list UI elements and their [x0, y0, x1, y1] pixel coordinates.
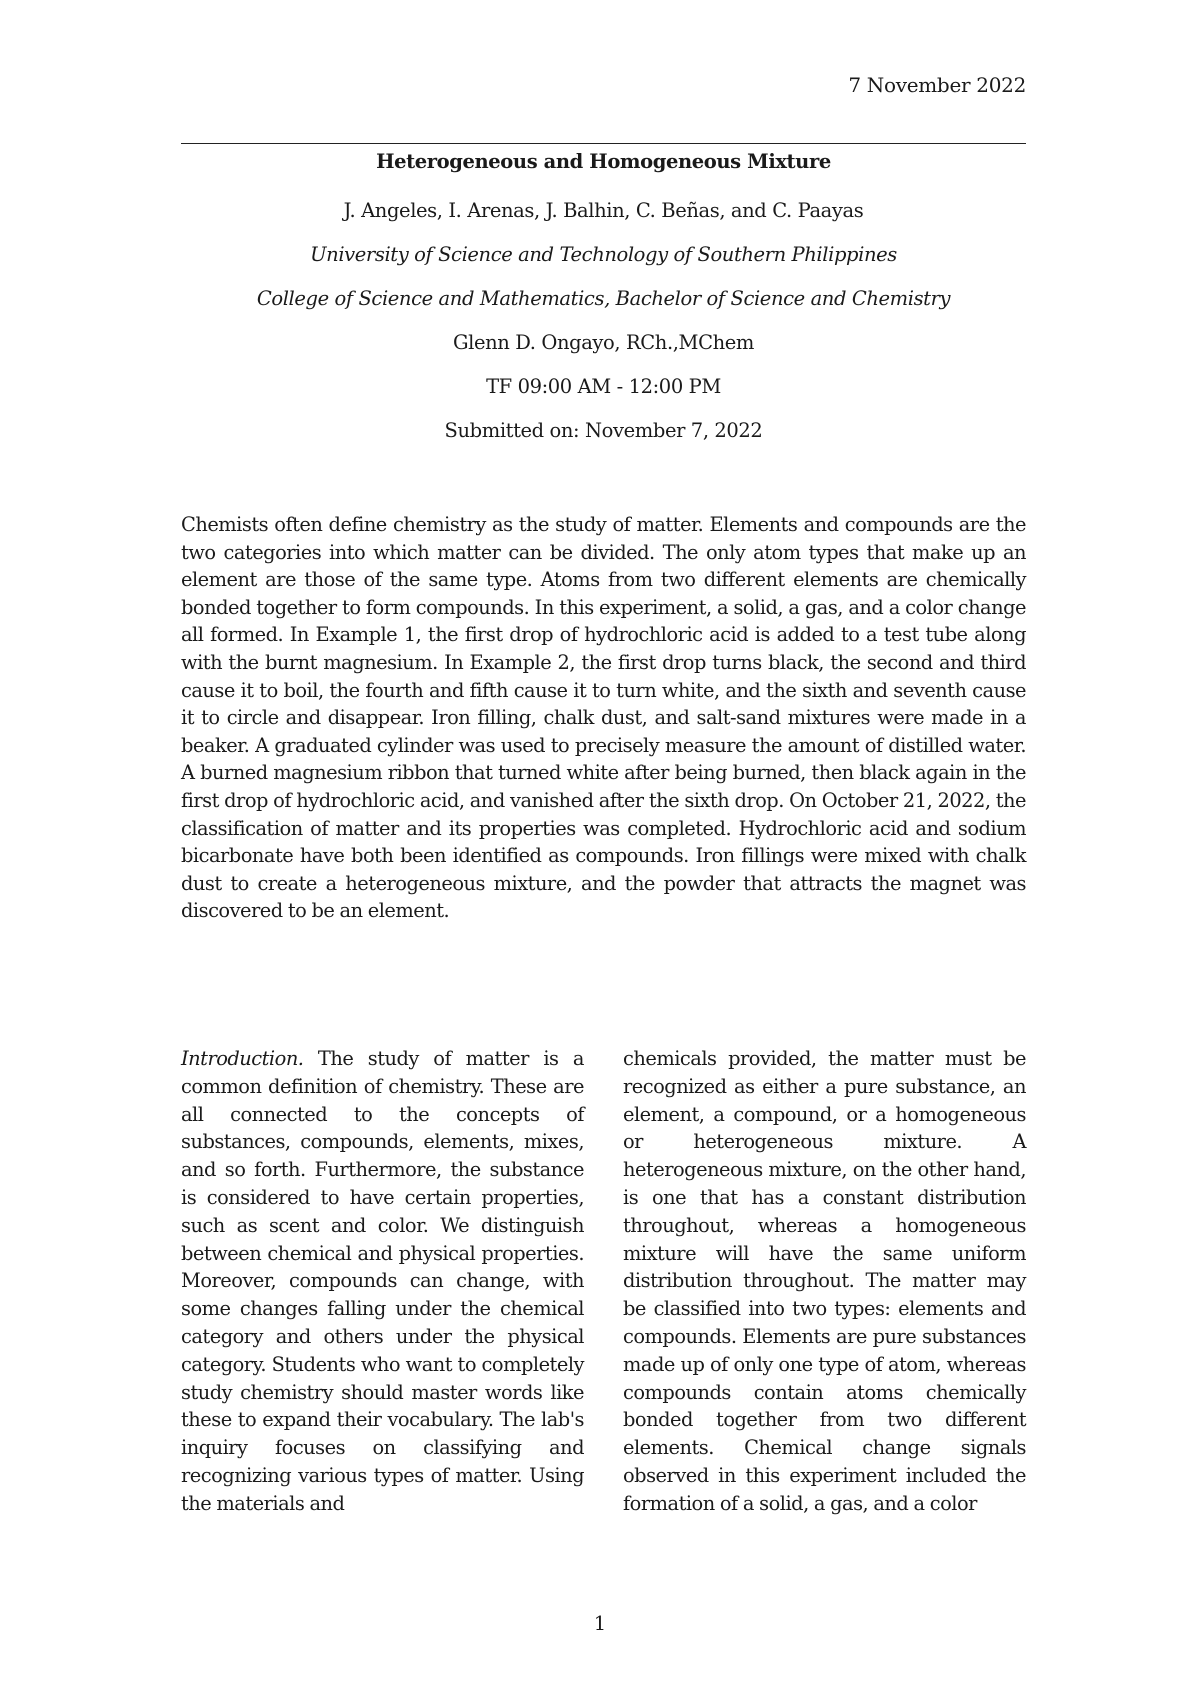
introduction-right-text: chemicals provided, the matter must be recognized as either a pure substance, an element, a compound, or a homogeneous or heterogeneous mixture. A heterogeneous mixture, on the other hand, is one that has a constant distribution throughout, whereas a homogeneous mixture will have the same uniform distribution throughout. The matter may be classified into two types: elements and compounds. Elements are pure substances made up of only one type of atom, whereas compounds contain atoms chemically bonded together from two different elements. Chemical change signals observed in this experiment included the formation of a solid, a gas, and a color — [623, 1047, 1026, 1515]
right-column — [623, 1045, 1026, 1518]
left-column — [181, 1045, 584, 1518]
document-date: 7 November 2022 — [848, 73, 1026, 97]
two-column-body — [181, 1045, 1026, 1518]
introduction-left-text: The study of matter is a common definition of chemistry. These are all connected to the concepts of substances, compounds, elements, mixes, and so forth. Furthermore, the substance is considered to have certain properties, such as scent and color. We distinguish between chemical and physical properties. Moreover, compounds can change, with some changes falling under the chemical category and others under the physical category. Students who want to completely study chemistry should master words like these to expand their vocabulary. The lab's inquiry focuses on classifying and recognizing various types of matter. Using the materials and — [181, 1047, 584, 1515]
paper-schedule: TF 09:00 AM - 12:00 PM — [486, 375, 721, 398]
paper-submitted-date: Submitted on: November 7, 2022 — [444, 419, 763, 442]
paper-university: University of Science and Technology of Southern Philippines — [310, 243, 897, 266]
introduction-heading: Introduction. — [181, 1047, 304, 1070]
abstract-paragraph: Chemists often define chemistry as the study of matter. Elements and compounds are the two categories into which matter can be divided. The only atom types that make up an element are those of the same type. Atoms from two different elements are chemically bonded together to form compounds. In this experiment, a solid, a gas, and a color change all formed. In Example 1, the first drop of hydrochloric acid is added to a test tube along with the burnt magnesium. In Example 2, the first drop turns black, the second and third cause it to boil, the fourth and fifth cause it to turn white, and the sixth and seventh cause it to circle and disappear. Iron filling, chalk dust, and salt-sand mixtures were made in a beaker. A graduated cylinder was used to precisely measure the amount of distilled water. A burned magnesium ribbon that turned white after being burned, then black again in the first drop of hydrochloric acid, and vanished after the sixth drop. On October 21, 2022, the classification of matter and its properties was completed. Hydrochloric acid and sodium bicarbonate have both been identified as compounds. Iron fillings were mixed with chalk dust to create a heterogeneous mixture, and the powder that attracts the magnet was discovered to be an element. — [181, 513, 1026, 923]
paper-instructor: Glenn D. Ongayo, RCh.,MChem — [452, 331, 755, 354]
paper-college: College of Science and Mathematics, Bachelor of Science and Chemistry — [256, 287, 951, 310]
page-number: 1 — [593, 1612, 607, 1635]
paper-header — [181, 147, 1026, 453]
header-rule — [181, 143, 1026, 144]
paper-title: Heterogeneous and Homogeneous Mixture — [376, 150, 831, 173]
paper-authors: J. Angeles, I. Arenas, J. Balhin, C. Beñas, and C. Paayas — [343, 199, 864, 222]
